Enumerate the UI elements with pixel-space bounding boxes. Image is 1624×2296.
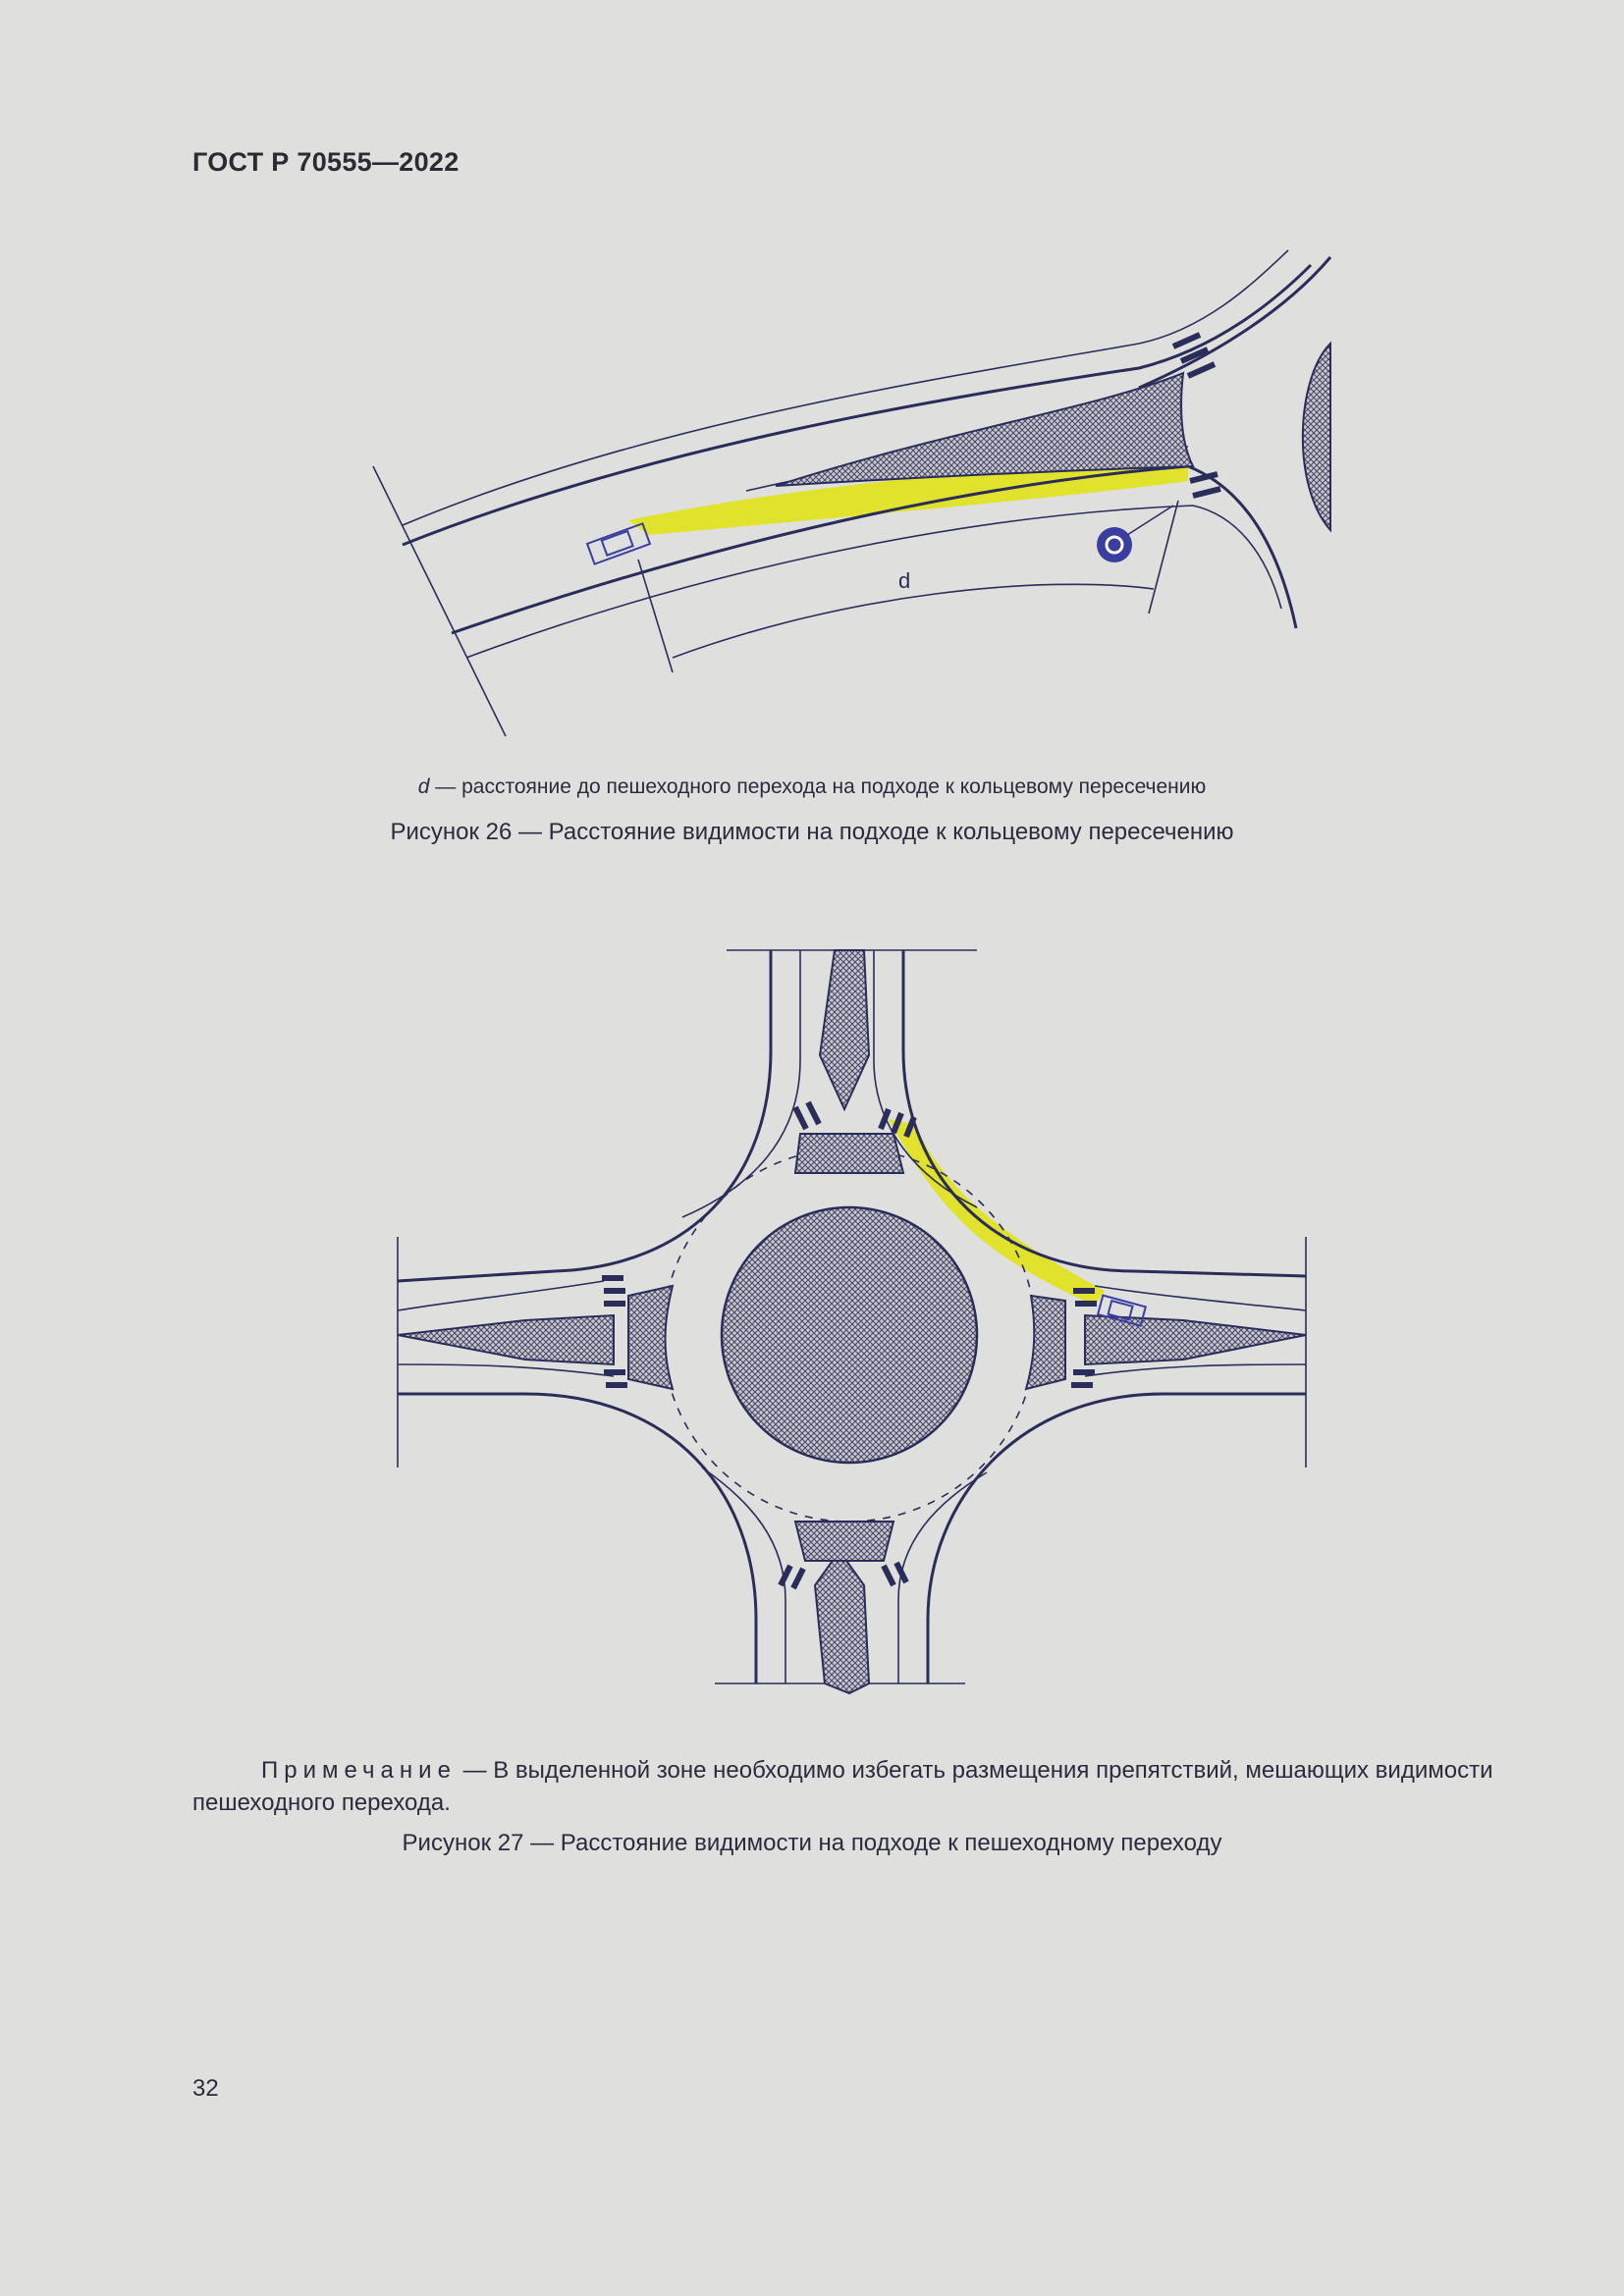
dimension-label: d <box>898 568 911 593</box>
legend-symbol: d <box>417 775 430 798</box>
central-island <box>722 1207 977 1463</box>
legend-text: — расстояние до пешеходного перехода на подходе к кольцевому пересечению <box>429 775 1207 798</box>
splitter-island-north-base <box>795 1134 903 1173</box>
figure-26-legend <box>0 775 1624 799</box>
figure-27-caption: Рисунок 27 — Расстояние видимости на подходе к пешеходному переходу <box>402 1830 1222 1856</box>
splitter-island-west-base <box>628 1286 673 1389</box>
splitter-island-north <box>820 950 869 1109</box>
central-island-segment <box>1303 344 1330 530</box>
roundabout-sign-icon <box>1097 506 1173 562</box>
figure-27-note <box>192 1754 1513 1819</box>
road-edge-top <box>1139 257 1330 388</box>
document-header: ГОСТ Р 70555—2022 <box>192 147 460 177</box>
figure-27-roundabout-diagram <box>378 933 1330 1698</box>
figure-26-caption: Рисунок 26 — Расстояние видимости на подходе к кольцевому пересечению <box>390 819 1234 845</box>
splitter-island-east-base <box>1026 1296 1065 1389</box>
splitter-island-south-base <box>795 1522 893 1561</box>
car-icon <box>587 523 650 563</box>
figure-26-approach-diagram <box>353 221 1345 751</box>
splitter-island-west <box>398 1315 614 1364</box>
page-number: 32 <box>192 2075 219 2102</box>
splitter-island <box>776 373 1193 486</box>
note-label: Примечание <box>261 1757 457 1784</box>
splitter-island-east <box>1085 1315 1306 1364</box>
note-text: — В выделенной зоне необходимо избегать размещения препятствий, мешающих видимости пешеходного перехода. <box>192 1757 1493 1816</box>
splitter-island-south <box>815 1551 869 1693</box>
